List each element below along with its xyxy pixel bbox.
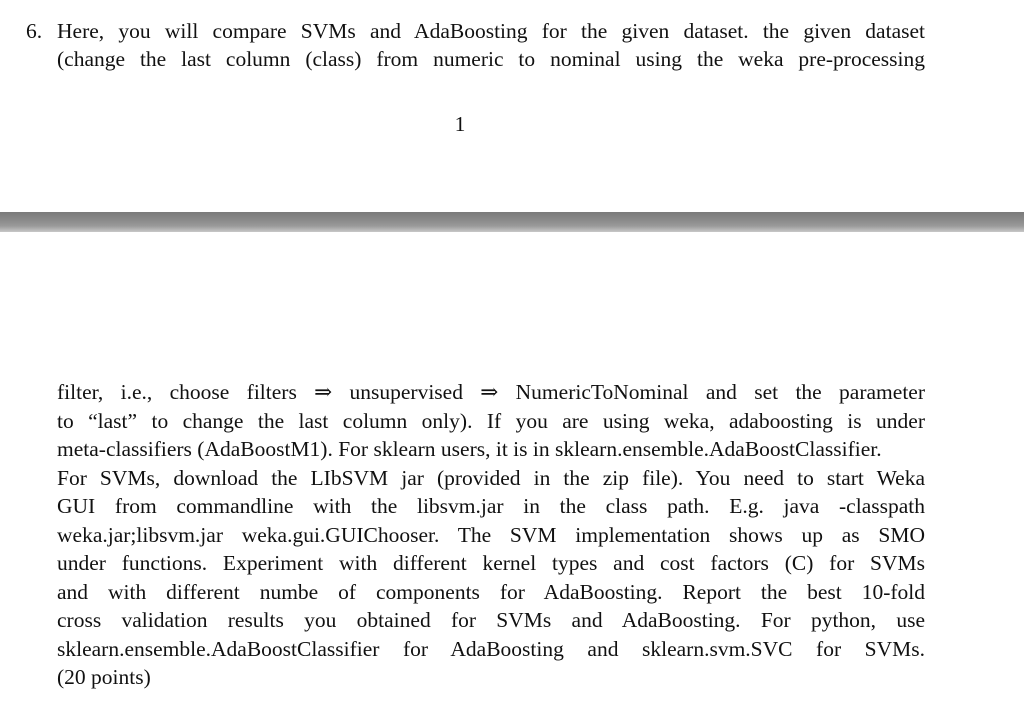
question-text-line: filter, i.e., choose filters ⇒ unsupervised ⇒ NumericToNominal and set the parameter	[57, 380, 925, 404]
question-text-line: GUI from commandline with the libsvm.jar in the class path. E.g. java -classpath	[57, 494, 925, 518]
question-text-line: Here, you will compare SVMs and AdaBoosting for the given dataset. the given dataset	[57, 19, 925, 43]
page-1-bottom	[0, 0, 1024, 212]
question-text-line: For SVMs, download the LIbSVM jar (provided in the zip file). You need to start Weka	[57, 466, 925, 490]
question-text-line: meta-classifiers (AdaBoostM1). For sklearn users, it is in sklearn.ensemble.AdaBoostClassifier.	[57, 437, 882, 461]
page-separator	[0, 212, 1024, 232]
question-text-line: (change the last column (class) from numeric to nominal using the weka pre-processing	[57, 47, 925, 71]
question-text-line: and with different numbe of components for AdaBoosting. Report the best 10-fold	[57, 580, 925, 604]
question-text-line: cross validation results you obtained for SVMs and AdaBoosting. For python, use	[57, 608, 925, 632]
question-text-line: under functions. Experiment with different kernel types and cost factors (C) for SVMs	[57, 551, 925, 575]
question-text-line: sklearn.ensemble.AdaBoostClassifier for AdaBoosting and sklearn.svm.SVC for SVMs.	[57, 637, 925, 661]
page-number: 1	[454, 112, 466, 136]
question-text-line: weka.jar;libsvm.jar weka.gui.GUIChooser. The SVM implementation shows up as SMO	[57, 523, 925, 547]
page-2-top	[0, 232, 1024, 707]
question-text-line: to “last” to change the last column only). If you are using weka, adaboosting is under	[57, 409, 925, 433]
question-number: 6.	[26, 19, 43, 43]
question-points: (20 points)	[57, 665, 151, 689]
